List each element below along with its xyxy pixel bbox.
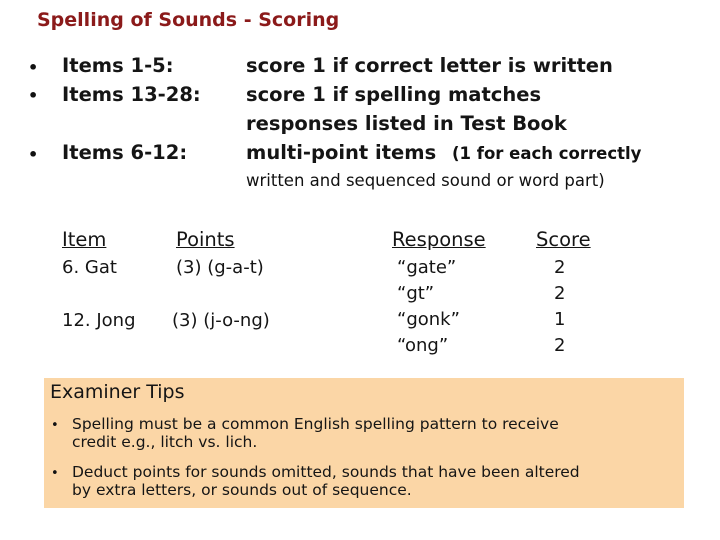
tip-2-bullet: • — [51, 466, 59, 481]
rule-3-items: Items 6-12: — [62, 141, 188, 164]
rule-1-items: Items 1-5: — [62, 54, 174, 77]
row-1-points: (3) (g-a-t) — [176, 257, 264, 278]
score-1: 2 — [554, 257, 566, 278]
rule-2-items: Items 13-28: — [62, 83, 201, 106]
bullet-3: • — [28, 145, 39, 164]
tip-1-bullet: • — [51, 418, 59, 433]
row-1-item: 6. Gat — [62, 257, 117, 278]
response-1: “gate” — [397, 257, 457, 278]
response-4: “ong” — [397, 335, 449, 356]
row-2-item: 12. Jong — [62, 310, 136, 331]
rule-2-desc-line2: responses listed in Test Book — [246, 112, 567, 135]
rule-3-note: (1 for each correctly — [452, 144, 642, 163]
header-score: Score — [536, 228, 591, 251]
tip-2-line1: Deduct points for sounds omitted, sounds that have been altered — [72, 463, 580, 481]
header-response: Response — [392, 228, 486, 251]
rule-3-desc: multi-point items — [246, 141, 437, 164]
tip-1-line1: Spelling must be a common English spelling pattern to receive — [72, 415, 559, 433]
row-2-points: (3) (j-o-ng) — [172, 310, 270, 331]
bullet-2: • — [28, 86, 39, 105]
bullet-1: • — [28, 58, 39, 77]
rule-3-note-line2: written and sequenced sound or word part) — [246, 171, 605, 190]
score-4: 2 — [554, 335, 566, 356]
response-2: “gt” — [397, 283, 435, 304]
rule-2-desc: score 1 if spelling matches — [246, 83, 542, 106]
header-points: Points — [176, 228, 235, 251]
examiner-tips-box — [44, 378, 684, 508]
tip-2-line2: by extra letters, or sounds out of sequence. — [72, 481, 412, 499]
page-title: Spelling of Sounds - Scoring — [37, 9, 340, 31]
examiner-tips-title: Examiner Tips — [50, 381, 185, 403]
score-3: 1 — [554, 309, 566, 330]
header-item: Item — [62, 228, 107, 251]
response-3: “gonk” — [397, 309, 460, 330]
score-2: 2 — [554, 283, 566, 304]
rule-1-desc: score 1 if correct letter is written — [246, 54, 613, 77]
tip-1-line2: credit e.g., litch vs. lich. — [72, 433, 258, 451]
